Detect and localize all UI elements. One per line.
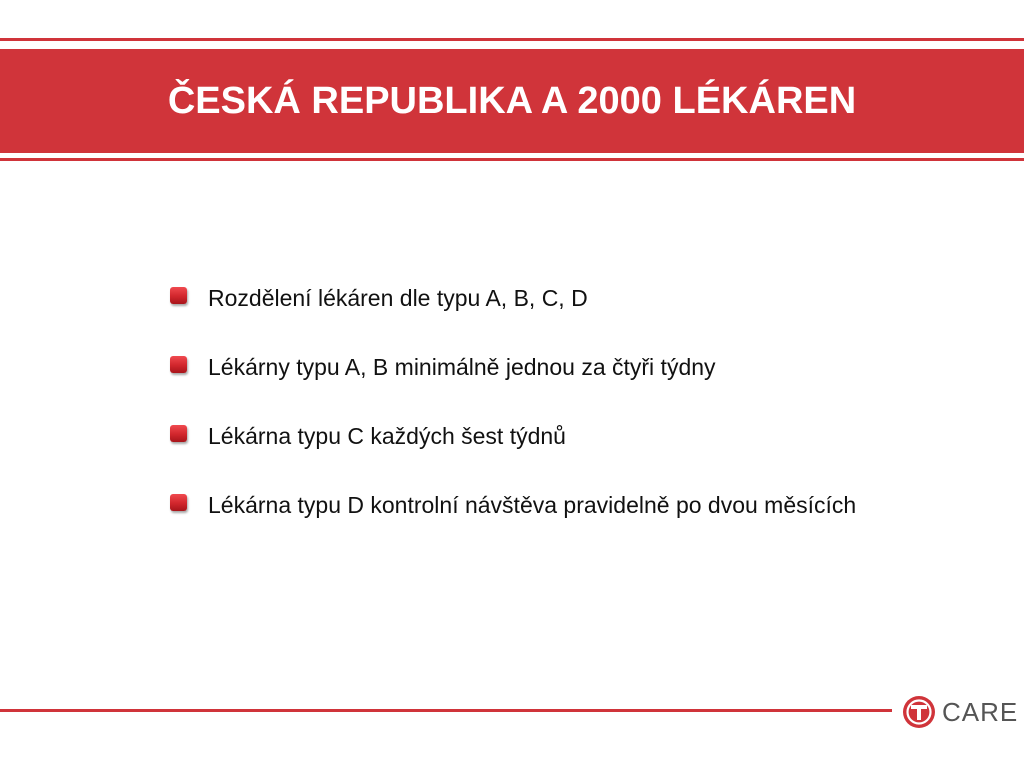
bullet-item <box>168 282 888 315</box>
bullet-text: Lékárny typu A, B minimálně jednou za čtyři týdny <box>208 354 716 380</box>
t-circle-logo-icon <box>902 695 936 729</box>
red-square-bullet-icon <box>170 425 187 442</box>
red-square-bullet-icon <box>170 287 187 304</box>
red-square-bullet-icon <box>170 494 187 511</box>
bullet-text: Lékárna typu D kontrolní návštěva pravidelně po dvou měsících <box>208 492 857 518</box>
care-logo <box>902 694 1018 730</box>
bullet-list <box>168 282 888 558</box>
footer-divider-line <box>0 709 892 712</box>
bullet-text: Lékárna typu C každých šest týdnů <box>208 423 566 449</box>
bullet-item <box>168 420 888 453</box>
logo-text: CARE <box>942 697 1019 727</box>
bullet-item <box>168 351 888 384</box>
banner-divider-line <box>0 158 1024 161</box>
top-divider-line <box>0 38 1024 41</box>
red-square-bullet-icon <box>170 356 187 373</box>
bullet-text: Rozdělení lékáren dle typu A, B, C, D <box>208 285 588 311</box>
slide-title: ČESKÁ REPUBLIKA A 2000 LÉKÁREN <box>167 80 857 122</box>
bullet-item <box>168 489 888 522</box>
